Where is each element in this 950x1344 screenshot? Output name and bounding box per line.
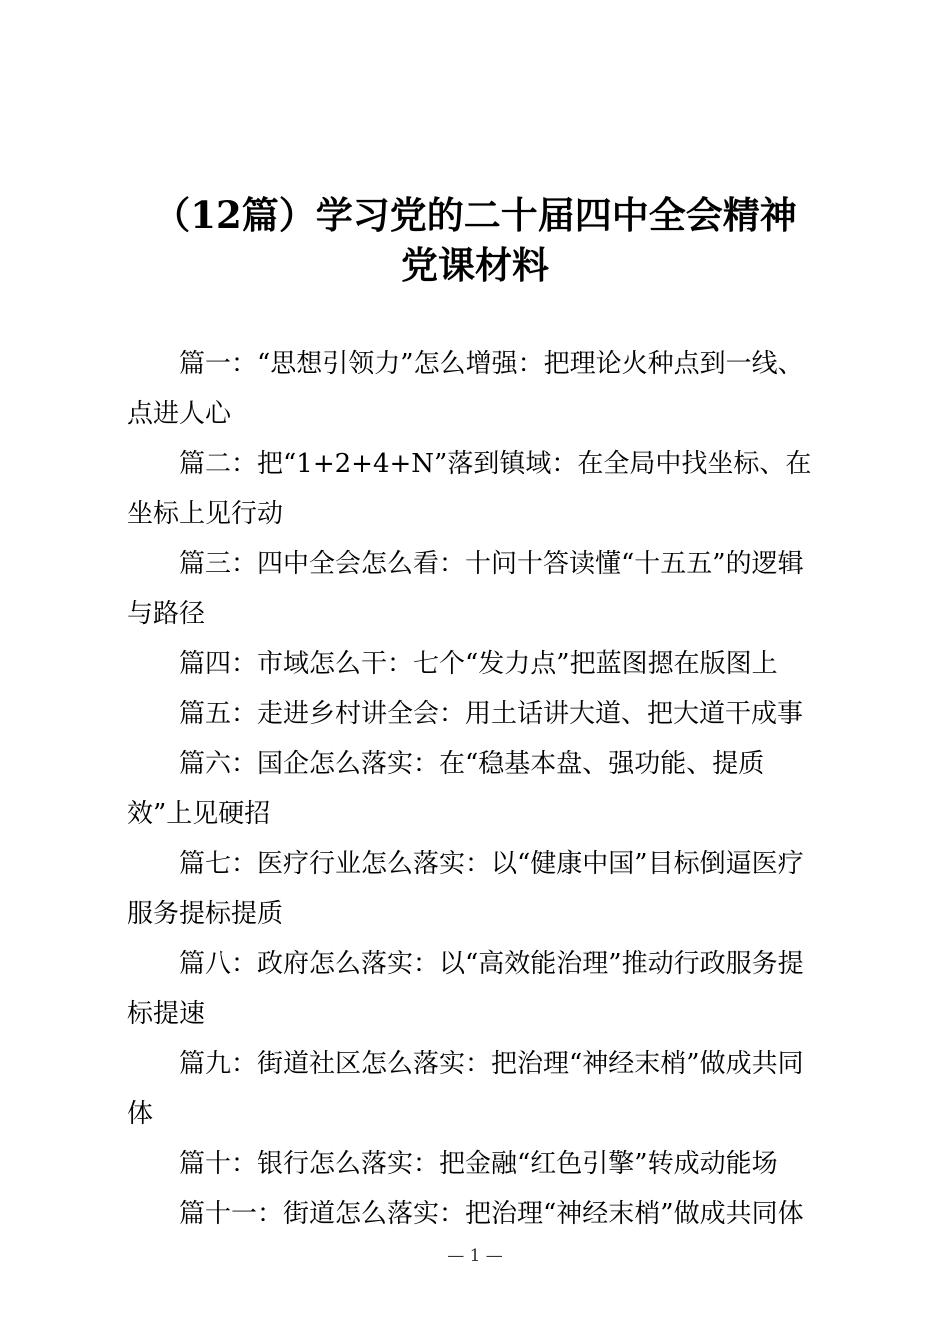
article-item-2: 篇二：把“1+2+4+N”落到镇域：在全局中找坐标、在坐标上见行动 — [127, 449, 812, 529]
article-item-5: 篇五：走进乡村讲全会：用土话讲大道、把大道干成事 — [179, 699, 804, 729]
title-line-1: （12篇）学习党的二十届四中全会精神 — [153, 193, 797, 237]
title-line-2: 党课材料 — [401, 243, 549, 287]
article-item-1: 篇一：“思想引领力”怎么增强：把理论火种点到一线、点进人心 — [127, 349, 804, 429]
article-item-9: 篇九：街道社区怎么落实：把治理“神经末梢”做成共同体 — [127, 1049, 804, 1129]
article-item-4: 篇四：市域怎么干：七个“发力点”把蓝图摁在版图上 — [179, 649, 778, 679]
document-title — [0, 190, 950, 290]
article-list — [127, 339, 827, 1239]
article-item-11: 篇十一：街道怎么落实：把治理“神经末梢”做成共同体 — [179, 1199, 804, 1229]
article-item-7: 篇七：医疗行业怎么落实：以“健康中国”目标倒逼医疗服务提标提质 — [127, 849, 804, 929]
article-item-6: 篇六：国企怎么落实：在“稳基本盘、强功能、提质效”上见硬招 — [127, 749, 765, 829]
page-number: — 1 — — [447, 1246, 503, 1266]
article-item-3: 篇三：四中全会怎么看：十问十答读懂“十五五”的逻辑与路径 — [127, 549, 804, 629]
article-item-10: 篇十：银行怎么落实：把金融“红色引擎”转成动能场 — [179, 1149, 778, 1179]
article-item-8: 篇八：政府怎么落实：以“高效能治理”推动行政服务提标提速 — [127, 949, 804, 1029]
